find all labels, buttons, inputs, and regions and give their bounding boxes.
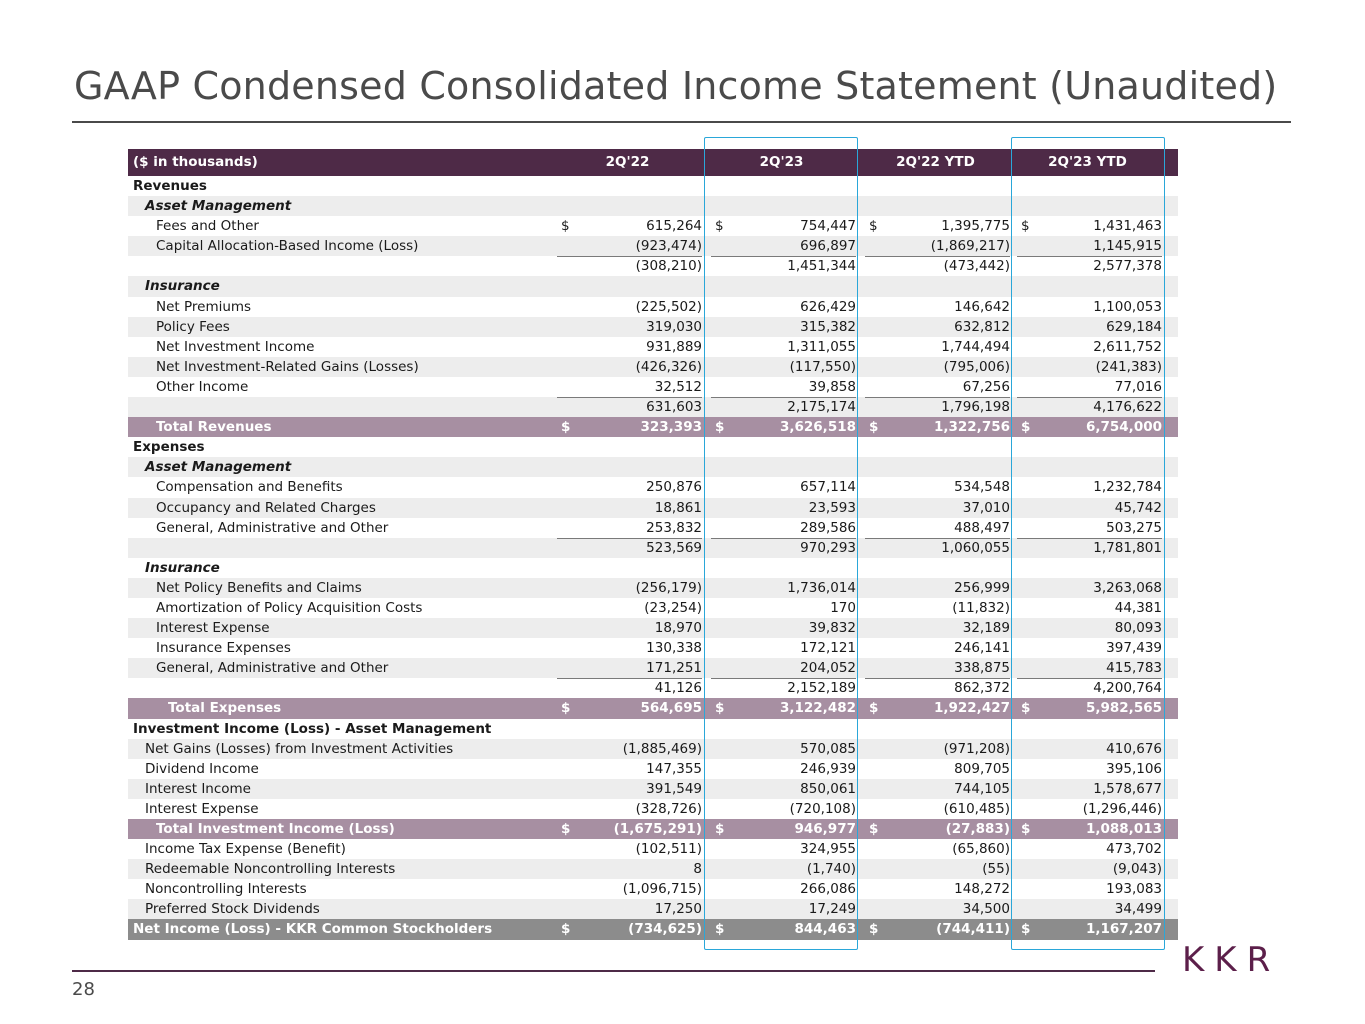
value-cell — [865, 919, 1010, 939]
cell-value: 18,861 — [654, 499, 702, 516]
cell-value: 246,141 — [954, 640, 1010, 657]
value-cell — [865, 638, 1010, 658]
cell-value: 410,676 — [1106, 740, 1162, 757]
cell-value: (65,860) — [952, 841, 1010, 858]
cell-value: (1,096,715) — [622, 881, 702, 898]
cell-value: 338,875 — [954, 660, 1010, 677]
value-cell — [557, 759, 702, 779]
value-cell — [865, 337, 1010, 357]
cell-value: 1,100,053 — [1093, 298, 1162, 315]
row-label: Net Policy Benefits and Claims — [156, 579, 362, 596]
cell-value: (1,675,291) — [613, 821, 702, 837]
row-label: Net Investment-Related Gains (Losses) — [156, 358, 419, 375]
cell-value: (1,740) — [806, 861, 856, 878]
value-cell — [865, 698, 1010, 718]
cell-value: 1,167,207 — [1085, 921, 1162, 938]
row-label: Asset Management — [145, 459, 292, 476]
value-cell — [865, 618, 1010, 638]
value-cell — [865, 477, 1010, 497]
value-cell — [865, 216, 1010, 236]
value-cell — [865, 759, 1010, 779]
cell-value: (27,883) — [945, 821, 1010, 837]
row-label: General, Administrative and Other — [156, 519, 389, 536]
cell-value: 170 — [830, 599, 856, 616]
cell-value: 2,611,752 — [1093, 338, 1162, 355]
cell-value: (734,625) — [628, 921, 702, 938]
cell-value: 246,939 — [800, 760, 856, 777]
value-cell — [865, 899, 1010, 919]
cell-value: 256,999 — [954, 579, 1010, 596]
cell-value: 148,272 — [954, 881, 1010, 898]
dollar-sign: $ — [715, 921, 725, 938]
cell-value: (256,179) — [635, 579, 702, 596]
cell-value: 37,010 — [962, 499, 1010, 516]
value-cell — [557, 598, 702, 618]
row-label: Interest Income — [145, 780, 251, 797]
row-label: Revenues — [133, 178, 207, 194]
cell-value: 193,083 — [1106, 881, 1162, 898]
kkr-logo: KKR — [1182, 940, 1281, 980]
value-cell — [557, 658, 702, 678]
cell-value: 130,338 — [646, 640, 702, 657]
value-cell — [865, 377, 1010, 397]
cell-value: 3,626,518 — [779, 419, 856, 436]
dollar-sign: $ — [715, 821, 725, 837]
cell-value: (923,474) — [635, 238, 702, 255]
cell-value: 809,705 — [954, 760, 1010, 777]
row-label: Total Investment Income (Loss) — [156, 821, 395, 837]
cell-value: 8 — [693, 861, 702, 878]
cell-value: 564,695 — [640, 700, 702, 717]
cell-value: 615,264 — [646, 218, 702, 235]
cell-value: 80,093 — [1114, 620, 1162, 637]
value-cell — [557, 739, 702, 759]
value-cell — [865, 658, 1010, 678]
cell-value: 754,447 — [800, 218, 856, 235]
dollar-sign: $ — [561, 419, 571, 436]
row-label: Insurance — [145, 278, 220, 295]
value-cell — [865, 236, 1010, 256]
cell-value: (11,832) — [952, 599, 1010, 616]
cell-value: (795,006) — [943, 358, 1010, 375]
cell-value: 395,106 — [1106, 760, 1162, 777]
cell-value: 1,060,055 — [941, 539, 1010, 556]
value-cell — [865, 859, 1010, 879]
cell-value: 1,744,494 — [941, 338, 1010, 355]
value-cell — [865, 397, 1010, 417]
cell-value: (9,043) — [1112, 861, 1162, 878]
value-cell — [865, 779, 1010, 799]
row-label: Noncontrolling Interests — [145, 881, 307, 898]
page-number: 28 — [72, 979, 95, 1000]
row-label: Fees and Other — [156, 218, 259, 235]
cell-value: 503,275 — [1106, 519, 1162, 536]
cell-value: 657,114 — [800, 479, 856, 496]
value-cell — [865, 357, 1010, 377]
value-cell — [865, 578, 1010, 598]
cell-value: 17,249 — [808, 901, 856, 918]
row-label: Expenses — [133, 439, 205, 456]
cell-value: 391,549 — [646, 780, 702, 797]
cell-value: 1,796,198 — [941, 399, 1010, 416]
cell-value: 1,578,677 — [1093, 780, 1162, 797]
value-cell — [865, 678, 1010, 698]
cell-value: (971,208) — [943, 740, 1010, 757]
value-cell — [557, 779, 702, 799]
cell-value: 250,876 — [646, 479, 702, 496]
row-label: Preferred Stock Dividends — [145, 901, 320, 918]
row-label: Redeemable Noncontrolling Interests — [145, 861, 396, 878]
value-cell — [865, 538, 1010, 558]
cell-value: 319,030 — [646, 318, 702, 335]
cell-value: (1,869,217) — [930, 238, 1010, 255]
cell-value: 850,061 — [800, 780, 856, 797]
value-cell — [557, 538, 702, 558]
cell-value: 488,497 — [954, 519, 1010, 536]
title-divider — [72, 121, 1291, 123]
value-cell — [865, 317, 1010, 337]
dollar-sign: $ — [869, 700, 879, 717]
row-label: Insurance Expenses — [156, 640, 291, 657]
row-label: Asset Management — [145, 198, 292, 215]
value-cell — [557, 256, 702, 276]
cell-value: 1,781,801 — [1093, 539, 1162, 556]
cell-value: 34,500 — [962, 901, 1010, 918]
column-header-2q22-ytd: 2Q'22 YTD — [896, 154, 975, 170]
value-cell — [557, 618, 702, 638]
row-label: Total Expenses — [168, 700, 282, 717]
dollar-sign: $ — [1021, 218, 1030, 235]
value-cell — [865, 498, 1010, 518]
value-cell — [865, 839, 1010, 859]
dollar-sign: $ — [715, 419, 725, 436]
cell-value: 744,105 — [954, 780, 1010, 797]
cell-value: 1,451,344 — [787, 258, 856, 275]
cell-value: 397,439 — [1106, 640, 1162, 657]
row-label: Amortization of Policy Acquisition Costs — [156, 599, 423, 616]
cell-value: 289,586 — [800, 519, 856, 536]
value-cell — [557, 477, 702, 497]
cell-value: 146,642 — [954, 298, 1010, 315]
cell-value: 4,200,764 — [1093, 680, 1162, 697]
value-cell — [557, 879, 702, 899]
value-cell — [557, 518, 702, 538]
cell-value: 1,088,013 — [1085, 821, 1162, 837]
cell-value: (1,296,446) — [1082, 800, 1162, 817]
dollar-sign: $ — [561, 921, 571, 938]
dollar-sign: $ — [869, 218, 878, 235]
cell-value: 34,499 — [1114, 901, 1162, 918]
cell-value: 77,016 — [1114, 378, 1162, 395]
cell-value: (308,210) — [635, 258, 702, 275]
cell-value: 1,145,915 — [1093, 238, 1162, 255]
cell-value: 2,152,189 — [787, 680, 856, 697]
cell-value: (1,885,469) — [622, 740, 702, 757]
cell-value: 266,086 — [800, 881, 856, 898]
cell-value: 3,263,068 — [1093, 579, 1162, 596]
value-cell — [557, 357, 702, 377]
row-label: General, Administrative and Other — [156, 660, 389, 677]
cell-value: 39,858 — [808, 378, 856, 395]
cell-value: 32,189 — [962, 620, 1010, 637]
cell-value: 946,977 — [794, 821, 856, 837]
cell-value: (328,726) — [635, 800, 702, 817]
cell-value: 2,175,174 — [787, 399, 856, 416]
cell-value: 696,897 — [800, 238, 856, 255]
value-cell — [557, 337, 702, 357]
row-label: Interest Expense — [145, 800, 259, 817]
dollar-sign: $ — [869, 419, 879, 436]
row-label: Net Gains (Losses) from Investment Activities — [145, 740, 454, 757]
cell-value: (426,326) — [635, 358, 702, 375]
value-cell — [865, 739, 1010, 759]
dollar-sign: $ — [715, 218, 724, 235]
cell-value: (720,108) — [789, 800, 856, 817]
cell-value: 1,395,775 — [941, 218, 1010, 235]
row-label: Investment Income (Loss) - Asset Management — [133, 720, 492, 737]
value-cell — [865, 297, 1010, 317]
value-cell — [557, 377, 702, 397]
column-header-2q23: 2Q'23 — [759, 154, 804, 170]
cell-value: 253,832 — [646, 519, 702, 536]
dollar-sign: $ — [1021, 700, 1031, 717]
dollar-sign: $ — [869, 821, 879, 837]
cell-value: 473,702 — [1106, 841, 1162, 858]
row-label: Income Tax Expense (Benefit) — [145, 841, 346, 858]
dollar-sign: $ — [1021, 419, 1031, 436]
cell-value: (610,485) — [943, 800, 1010, 817]
value-cell — [557, 236, 702, 256]
cell-value: 1,232,784 — [1093, 479, 1162, 496]
value-cell — [557, 498, 702, 518]
row-label: Interest Expense — [156, 620, 270, 637]
row-label: Capital Allocation-Based Income (Loss) — [156, 238, 419, 255]
cell-value: (241,383) — [1095, 358, 1162, 375]
value-cell — [557, 799, 702, 819]
value-cell — [865, 819, 1010, 839]
value-cell — [557, 317, 702, 337]
cell-value: 6,754,000 — [1085, 419, 1162, 436]
value-cell — [865, 598, 1010, 618]
value-cell — [557, 839, 702, 859]
cell-value: 39,832 — [808, 620, 856, 637]
cell-value: 1,431,463 — [1093, 218, 1162, 235]
cell-value: (225,502) — [635, 298, 702, 315]
cell-value: 3,122,482 — [779, 700, 856, 717]
cell-value: 23,593 — [808, 499, 856, 516]
dollar-sign: $ — [715, 700, 725, 717]
cell-value: (55) — [982, 861, 1010, 878]
cell-value: 204,052 — [800, 660, 856, 677]
value-cell — [557, 698, 702, 718]
cell-value: 1,736,014 — [787, 579, 856, 596]
value-cell — [865, 879, 1010, 899]
row-label: Total Revenues — [156, 419, 272, 436]
cell-value: 629,184 — [1106, 318, 1162, 335]
cell-value: 931,889 — [646, 338, 702, 355]
value-cell — [557, 297, 702, 317]
value-cell — [865, 417, 1010, 437]
cell-value: (744,411) — [936, 921, 1010, 938]
value-cell — [557, 678, 702, 698]
row-label: Net Income (Loss) - KKR Common Stockholders — [133, 921, 493, 938]
dollar-sign: $ — [561, 700, 571, 717]
cell-value: 5,982,565 — [1085, 700, 1162, 717]
cell-value: 534,548 — [954, 479, 1010, 496]
value-cell — [557, 216, 702, 236]
cell-value: 41,126 — [654, 680, 702, 697]
highlight-box-2q23-ytd — [1011, 137, 1165, 950]
cell-value: 626,429 — [800, 298, 856, 315]
row-label: Compensation and Benefits — [156, 479, 343, 496]
cell-value: 171,251 — [646, 660, 702, 677]
cell-value: 970,293 — [800, 539, 856, 556]
column-header-2q23-ytd: 2Q'23 YTD — [1048, 154, 1127, 170]
cell-value: 523,569 — [646, 539, 702, 556]
row-label: Net Investment Income — [156, 338, 315, 355]
value-cell — [557, 638, 702, 658]
value-cell — [557, 417, 702, 437]
dollar-sign: $ — [561, 821, 571, 837]
cell-value: 315,382 — [800, 318, 856, 335]
value-cell — [865, 256, 1010, 276]
cell-value: 2,577,378 — [1093, 258, 1162, 275]
page-title: GAAP Condensed Consolidated Income Statement (Unaudited) — [74, 64, 1278, 108]
dollar-sign: $ — [869, 921, 879, 938]
value-cell — [865, 518, 1010, 538]
cell-value: 323,393 — [640, 419, 702, 436]
row-label: Occupancy and Related Charges — [156, 499, 376, 516]
row-label: Dividend Income — [145, 760, 259, 777]
cell-value: 632,812 — [954, 318, 1010, 335]
cell-value: 324,955 — [800, 841, 856, 858]
cell-value: 1,311,055 — [787, 338, 856, 355]
cell-value: 45,742 — [1114, 499, 1162, 516]
cell-value: 67,256 — [962, 378, 1010, 395]
dollar-sign: $ — [1021, 821, 1031, 837]
value-cell — [557, 578, 702, 598]
cell-value: 415,783 — [1106, 660, 1162, 677]
value-cell — [557, 919, 702, 939]
value-cell — [557, 397, 702, 417]
cell-value: 1,922,427 — [933, 700, 1010, 717]
footer-divider — [72, 970, 1155, 972]
cell-value: 844,463 — [794, 921, 856, 938]
cell-value: (117,550) — [789, 358, 856, 375]
cell-value: 172,121 — [800, 640, 856, 657]
cell-value: 862,372 — [954, 680, 1010, 697]
row-label: Net Premiums — [156, 298, 252, 315]
value-cell — [557, 819, 702, 839]
value-cell — [557, 859, 702, 879]
cell-value: 18,970 — [654, 620, 702, 637]
row-label: Other Income — [156, 378, 249, 395]
dollar-sign: $ — [561, 218, 570, 235]
cell-value: (473,442) — [943, 258, 1010, 275]
row-label: Insurance — [145, 559, 220, 576]
cell-value: 147,355 — [646, 760, 702, 777]
cell-value: 4,176,622 — [1093, 399, 1162, 416]
header-units-label: ($ in thousands) — [133, 154, 258, 170]
cell-value: (23,254) — [644, 599, 702, 616]
cell-value: 44,381 — [1114, 599, 1162, 616]
row-label: Policy Fees — [156, 318, 230, 335]
dollar-sign: $ — [1021, 921, 1031, 938]
value-cell — [557, 899, 702, 919]
cell-value: 570,085 — [800, 740, 856, 757]
cell-value: (102,511) — [635, 841, 702, 858]
highlight-box-2q23 — [704, 137, 858, 950]
cell-value: 32,512 — [654, 378, 702, 395]
cell-value: 1,322,756 — [933, 419, 1010, 436]
column-header-2q22: 2Q'22 — [605, 154, 650, 170]
cell-value: 17,250 — [654, 901, 702, 918]
cell-value: 631,603 — [646, 399, 702, 416]
value-cell — [865, 799, 1010, 819]
